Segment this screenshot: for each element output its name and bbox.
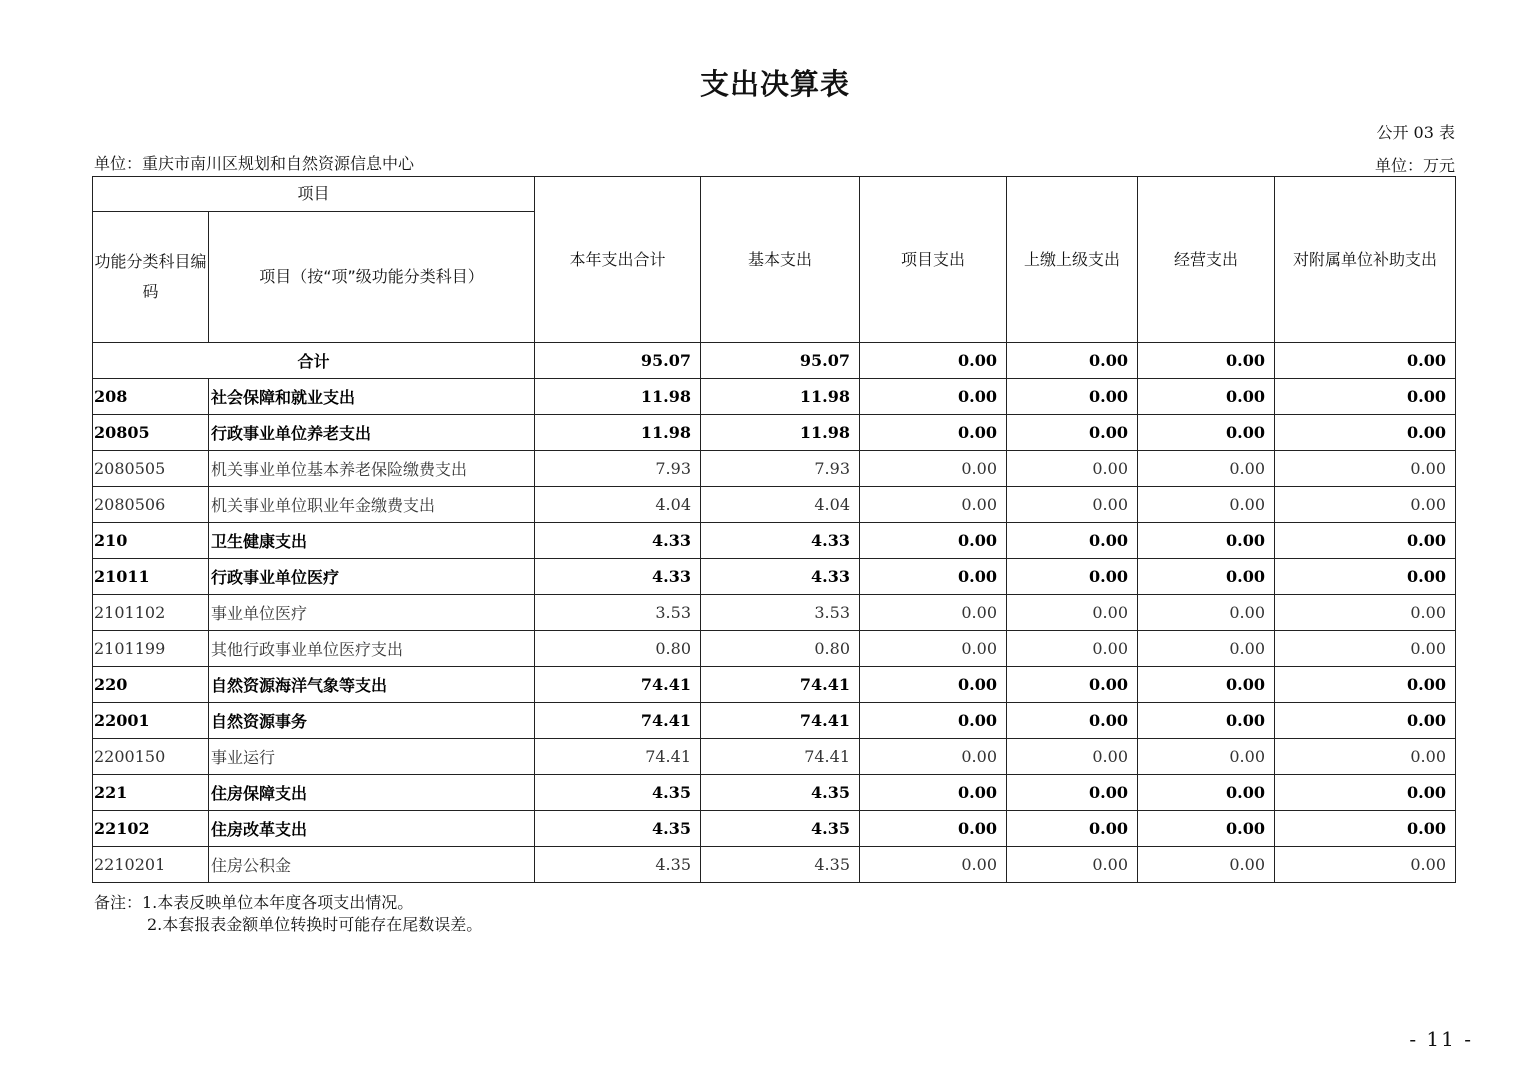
item-name-cell: 自然资源海洋气象等支出 [209,667,535,703]
amount-cell: 0.00 [1007,523,1138,559]
amount-cell: 0.00 [860,523,1007,559]
func-code-cell: 210 [93,523,209,559]
header-func-code: 功能分类科目编码 [93,212,209,343]
amount-cell: 0.00 [1007,487,1138,523]
total-cell: 0.00 [1275,343,1456,379]
table-row [93,631,1456,667]
amount-cell: 0.00 [860,451,1007,487]
amount-cell: 0.00 [1138,379,1275,415]
total-cell: 95.07 [535,343,701,379]
amount-cell: 4.04 [701,487,860,523]
amount-cell: 0.00 [1007,595,1138,631]
amount-cell: 0.00 [1007,631,1138,667]
header-item-name: 项目（按“项”级功能分类科目） [209,212,535,343]
amount-cell: 0.00 [1275,595,1456,631]
func-code-cell: 2101199 [93,631,209,667]
table-row [93,703,1456,739]
amount-cell: 0.00 [1275,703,1456,739]
amount-cell: 0.00 [1138,451,1275,487]
amount-cell: 4.04 [535,487,701,523]
amount-cell: 0.00 [1275,847,1456,883]
item-name-cell: 住房保障支出 [209,775,535,811]
amount-cell: 0.00 [1275,559,1456,595]
item-name-cell: 卫生健康支出 [209,523,535,559]
amount-cell: 0.00 [1275,415,1456,451]
amount-cell: 0.00 [1275,775,1456,811]
item-name-cell: 自然资源事务 [209,703,535,739]
item-name-cell: 行政事业单位医疗 [209,559,535,595]
func-code-cell: 22001 [93,703,209,739]
amount-cell: 0.00 [1138,811,1275,847]
item-name-cell: 住房公积金 [209,847,535,883]
table-row [93,523,1456,559]
amount-cell: 0.00 [1138,523,1275,559]
item-name-cell: 社会保障和就业支出 [209,379,535,415]
table-row [93,487,1456,523]
amount-cell: 0.00 [1007,415,1138,451]
item-name-cell: 其他行政事业单位医疗支出 [209,631,535,667]
amount-cell: 0.00 [1275,451,1456,487]
amount-cell: 0.00 [1007,667,1138,703]
item-name-cell: 行政事业单位养老支出 [209,415,535,451]
amount-cell: 0.00 [1275,739,1456,775]
amount-cell: 11.98 [701,379,860,415]
currency-unit: 单位：万元 [1374,156,1455,175]
func-code-cell: 21011 [93,559,209,595]
amount-cell: 0.00 [860,667,1007,703]
amount-cell: 4.33 [701,523,860,559]
amount-cell: 0.00 [860,739,1007,775]
amount-cell: 0.00 [1138,595,1275,631]
amount-cell: 4.33 [535,559,701,595]
amount-cell: 0.00 [1275,667,1456,703]
func-code-cell: 20805 [93,415,209,451]
func-code-cell: 221 [93,775,209,811]
func-code-cell: 208 [93,379,209,415]
amount-cell: 0.00 [860,703,1007,739]
header-total: 本年支出合计 [535,177,701,343]
amount-cell: 0.00 [860,595,1007,631]
amount-cell: 11.98 [535,415,701,451]
table-row [93,559,1456,595]
amount-cell: 0.00 [1138,667,1275,703]
amount-cell: 0.00 [860,487,1007,523]
total-row [93,343,1456,379]
page-title: 支出决算表 [699,67,850,101]
form-number: 公开 03 表 [1376,123,1455,142]
amount-cell: 3.53 [535,595,701,631]
table-row [93,811,1456,847]
amount-cell: 0.00 [1007,703,1138,739]
func-code-cell: 2101102 [93,595,209,631]
func-code-cell: 2080506 [93,487,209,523]
table-row [93,847,1456,883]
amount-cell: 0.00 [1007,379,1138,415]
total-cell: 0.00 [1007,343,1138,379]
amount-cell: 74.41 [701,667,860,703]
amount-cell: 0.00 [1138,631,1275,667]
amount-cell: 0.00 [860,559,1007,595]
amount-cell: 0.00 [1007,451,1138,487]
amount-cell: 0.00 [1138,847,1275,883]
amount-cell: 0.00 [860,415,1007,451]
amount-cell: 0.00 [1275,631,1456,667]
amount-cell: 74.41 [701,703,860,739]
total-cell: 0.00 [860,343,1007,379]
total-cell: 0.00 [1138,343,1275,379]
amount-cell: 3.53 [701,595,860,631]
page-number: - 11 - [1409,1027,1473,1051]
amount-cell: 0.00 [1275,487,1456,523]
amount-cell: 0.00 [1007,811,1138,847]
header-subsidy: 对附属单位补助支出 [1275,177,1456,343]
amount-cell: 4.33 [535,523,701,559]
amount-cell: 4.35 [701,775,860,811]
amount-cell: 4.33 [701,559,860,595]
amount-cell: 0.00 [1007,739,1138,775]
amount-cell: 74.41 [535,667,701,703]
amount-cell: 4.35 [535,847,701,883]
table-row [93,739,1456,775]
amount-cell: 0.00 [1275,379,1456,415]
amount-cell: 0.00 [1138,487,1275,523]
amount-cell: 4.35 [535,775,701,811]
table-row [93,595,1456,631]
reporting-unit: 单位：重庆市南川区规划和自然资源信息中心 [94,154,415,173]
amount-cell: 0.80 [701,631,860,667]
amount-cell: 7.93 [535,451,701,487]
amount-cell: 74.41 [535,703,701,739]
amount-cell: 0.00 [1007,559,1138,595]
amount-cell: 74.41 [701,739,860,775]
amount-cell: 0.00 [1007,775,1138,811]
total-label: 合计 [93,343,535,379]
note-line: 备注：1.本表反映单位本年度各项支出情况。 [94,893,414,912]
table-row [93,775,1456,811]
table-row [93,415,1456,451]
amount-cell: 0.00 [860,775,1007,811]
amount-cell: 0.00 [1138,703,1275,739]
total-cell: 95.07 [701,343,860,379]
table-row [93,667,1456,703]
func-code-cell: 2200150 [93,739,209,775]
amount-cell: 0.00 [1138,739,1275,775]
item-name-cell: 机关事业单位职业年金缴费支出 [209,487,535,523]
amount-cell: 11.98 [701,415,860,451]
item-name-cell: 住房改革支出 [209,811,535,847]
header-project: 项目 [93,177,535,212]
item-name-cell: 事业单位医疗 [209,595,535,631]
amount-cell: 74.41 [535,739,701,775]
func-code-cell: 2210201 [93,847,209,883]
amount-cell: 0.80 [535,631,701,667]
amount-cell: 4.35 [701,811,860,847]
amount-cell: 0.00 [1138,415,1275,451]
amount-cell: 0.00 [1275,811,1456,847]
amount-cell: 0.00 [1007,847,1138,883]
note-line: 2.本套报表金额单位转换时可能存在尾数误差。 [147,915,483,934]
amount-cell: 4.35 [701,847,860,883]
table-row [93,451,1456,487]
amount-cell: 0.00 [1138,775,1275,811]
item-name-cell: 事业运行 [209,739,535,775]
amount-cell: 7.93 [701,451,860,487]
amount-cell: 0.00 [1138,559,1275,595]
amount-cell: 0.00 [1275,523,1456,559]
expenditure-table [92,176,1456,883]
header-project-expense: 项目支出 [860,177,1007,343]
header-basic: 基本支出 [701,177,860,343]
header-upper: 上缴上级支出 [1007,177,1138,343]
amount-cell: 4.35 [535,811,701,847]
notes [94,892,482,936]
func-code-cell: 2080505 [93,451,209,487]
func-code-cell: 220 [93,667,209,703]
amount-cell: 0.00 [860,811,1007,847]
amount-cell: 0.00 [860,379,1007,415]
table-row [93,379,1456,415]
item-name-cell: 机关事业单位基本养老保险缴费支出 [209,451,535,487]
amount-cell: 0.00 [860,631,1007,667]
amount-cell: 0.00 [860,847,1007,883]
table-body [93,343,1456,883]
func-code-cell: 22102 [93,811,209,847]
header-business: 经营支出 [1138,177,1275,343]
amount-cell: 11.98 [535,379,701,415]
